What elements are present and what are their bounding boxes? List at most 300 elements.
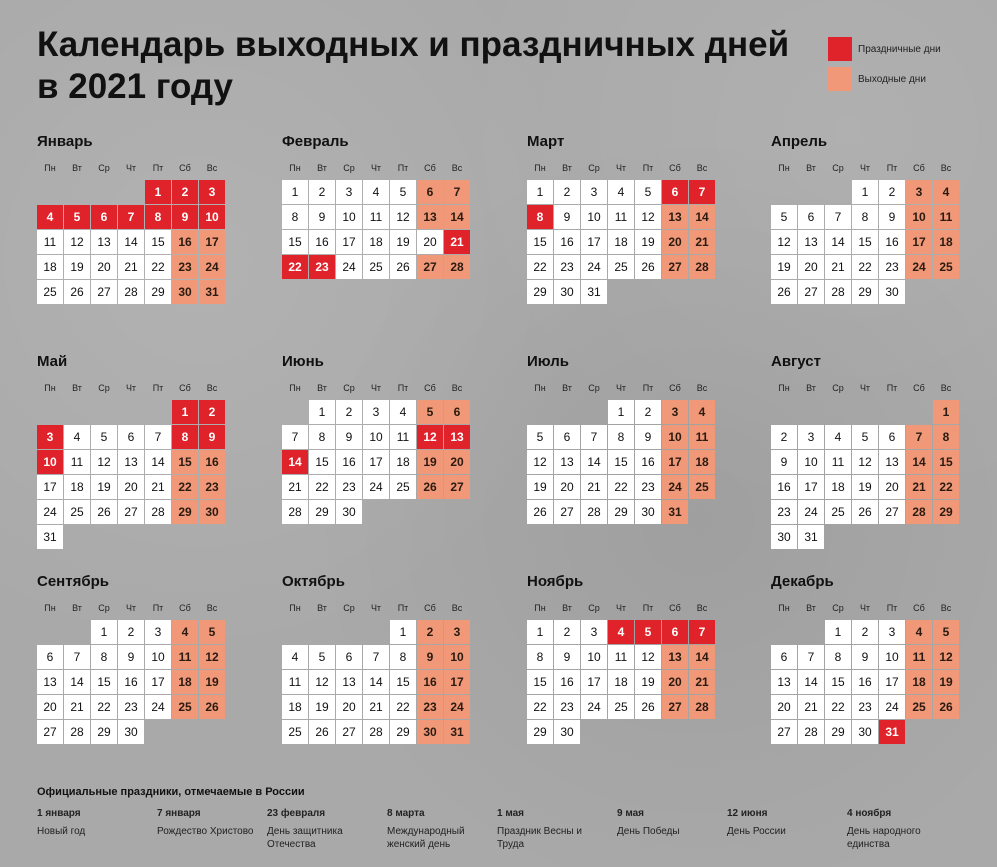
day-empty: [771, 620, 797, 644]
day-empty: [363, 620, 389, 644]
day-cell: 7: [825, 205, 851, 229]
day-cell-weekend: 15: [933, 450, 959, 474]
day-cell: 9: [852, 645, 878, 669]
legend: [828, 37, 941, 97]
day-empty: [798, 400, 824, 424]
day-cell-weekend: 16: [199, 450, 225, 474]
weekday-label: Сб: [913, 383, 925, 393]
day-cell-weekend: 21: [906, 475, 932, 499]
weekday-label: Пн: [44, 603, 56, 613]
day-cell: 27: [771, 720, 797, 744]
weekday-label: Сб: [424, 603, 436, 613]
day-cell: 29: [390, 720, 416, 744]
day-cell-weekend: 13: [662, 205, 688, 229]
weekday-label: Чт: [370, 383, 382, 393]
day-cell-weekend: 12: [199, 645, 225, 669]
weekday-label: Ср: [343, 603, 355, 613]
weekday-label: Ср: [832, 163, 844, 173]
day-cell: 14: [64, 670, 90, 694]
holiday-date: 1 января: [37, 808, 81, 819]
day-cell-weekend: 11: [172, 645, 198, 669]
day-cell: 7: [798, 645, 824, 669]
weekday-label: Чт: [615, 163, 627, 173]
legend-weekend-label: Выходные дни: [858, 73, 926, 85]
day-cell: 19: [309, 695, 335, 719]
day-cell: 29: [608, 500, 634, 524]
day-cell-weekend: 18: [689, 450, 715, 474]
day-cell: 25: [825, 500, 851, 524]
day-cell: 19: [64, 255, 90, 279]
day-cell-weekend: 14: [689, 645, 715, 669]
month-name: Сентябрь: [37, 573, 109, 590]
day-cell: 20: [118, 475, 144, 499]
holiday-name: Новый год: [37, 826, 86, 837]
day-cell: 1: [527, 620, 553, 644]
day-empty: [91, 180, 117, 204]
day-cell-holiday: 3: [37, 425, 63, 449]
weekday-label: Пт: [152, 603, 164, 613]
weekday-label: Пт: [642, 383, 654, 393]
day-cell-holiday: 8: [145, 205, 171, 229]
day-cell: 16: [554, 230, 580, 254]
day-cell: 28: [825, 280, 851, 304]
day-cell: 17: [336, 230, 362, 254]
day-cell: 12: [635, 205, 661, 229]
day-cell: 8: [852, 205, 878, 229]
day-cell: 27: [798, 280, 824, 304]
day-cell: 26: [309, 720, 335, 744]
month-3: [527, 132, 715, 304]
day-cell: 19: [91, 475, 117, 499]
day-cell-weekend: 26: [199, 695, 225, 719]
day-cell-weekend: 3: [906, 180, 932, 204]
day-cell: 17: [145, 670, 171, 694]
day-cell: 12: [527, 450, 553, 474]
day-cell-weekend: 27: [444, 475, 470, 499]
weekday-label: Сб: [669, 603, 681, 613]
holiday-name: День защитника Отечества: [267, 826, 343, 850]
day-cell-weekend: 14: [444, 205, 470, 229]
day-cell-weekend: 25: [933, 255, 959, 279]
day-cell-weekend: 24: [199, 255, 225, 279]
day-cell: 1: [390, 620, 416, 644]
day-cell: 5: [527, 425, 553, 449]
day-empty: [771, 400, 797, 424]
day-cell-holiday: 21: [444, 230, 470, 254]
day-cell-weekend: 18: [906, 670, 932, 694]
weekday-header: [282, 600, 470, 616]
day-cell-weekend: 14: [906, 450, 932, 474]
weekday-label: Сб: [424, 163, 436, 173]
weekday-label: Вс: [940, 163, 952, 173]
day-cell: 16: [118, 670, 144, 694]
weekday-header: [527, 380, 715, 396]
day-cell-weekend: 10: [444, 645, 470, 669]
day-cell: 21: [282, 475, 308, 499]
weekday-label: Вс: [940, 603, 952, 613]
day-cell: 21: [363, 695, 389, 719]
day-cell: 15: [390, 670, 416, 694]
weekday-label: Пт: [886, 383, 898, 393]
day-cell-holiday: 13: [444, 425, 470, 449]
month-8: [771, 352, 959, 549]
weekday-label: Вт: [317, 603, 327, 613]
day-cell-weekend: 17: [662, 450, 688, 474]
day-cell: 27: [37, 720, 63, 744]
day-cell: 5: [771, 205, 797, 229]
day-cell: 14: [145, 450, 171, 474]
day-cell-weekend: 30: [199, 500, 225, 524]
weekday-label: Вт: [72, 383, 82, 393]
day-cell: 17: [581, 670, 607, 694]
weekday-label: Чт: [370, 163, 382, 173]
day-cell-weekend: 20: [444, 450, 470, 474]
day-cell: 16: [879, 230, 905, 254]
day-cell: 31: [798, 525, 824, 549]
day-cell: 19: [635, 230, 661, 254]
day-cell: 2: [554, 620, 580, 644]
day-cell: 16: [771, 475, 797, 499]
legend-weekend: [828, 67, 941, 91]
day-cell: 13: [91, 230, 117, 254]
day-cell: 4: [608, 180, 634, 204]
day-cell-weekend: 31: [662, 500, 688, 524]
weekday-label: Пт: [397, 603, 409, 613]
day-empty: [64, 180, 90, 204]
days-grid: [527, 620, 715, 744]
day-empty: [282, 620, 308, 644]
day-cell: 2: [336, 400, 362, 424]
day-cell: 4: [390, 400, 416, 424]
day-cell-weekend: 25: [906, 695, 932, 719]
day-cell: 19: [852, 475, 878, 499]
day-cell: 26: [390, 255, 416, 279]
weekday-label: Вт: [562, 383, 572, 393]
day-cell: 3: [798, 425, 824, 449]
day-cell: 10: [581, 645, 607, 669]
day-cell-weekend: 21: [689, 230, 715, 254]
day-cell: 6: [771, 645, 797, 669]
day-cell: 18: [282, 695, 308, 719]
day-cell: 5: [91, 425, 117, 449]
day-cell: 17: [37, 475, 63, 499]
day-cell: 9: [336, 425, 362, 449]
day-cell: 1: [282, 180, 308, 204]
day-cell: 9: [118, 645, 144, 669]
days-grid: [282, 400, 470, 524]
day-cell-holiday: 2: [199, 400, 225, 424]
day-cell: 4: [363, 180, 389, 204]
weekday-label: Ср: [588, 603, 600, 613]
day-cell: 25: [390, 475, 416, 499]
day-cell: 25: [363, 255, 389, 279]
day-cell: 31: [37, 525, 63, 549]
days-grid: [37, 180, 225, 304]
day-cell: 8: [309, 425, 335, 449]
day-cell-holiday: 14: [282, 450, 308, 474]
day-cell: 1: [825, 620, 851, 644]
day-cell-weekend: 5: [417, 400, 443, 424]
weekday-header: [282, 380, 470, 396]
weekday-label: Вс: [206, 383, 218, 393]
day-cell: 2: [309, 180, 335, 204]
day-cell: 23: [635, 475, 661, 499]
day-cell: 7: [282, 425, 308, 449]
weekday-label: Пн: [44, 383, 56, 393]
day-cell: 11: [390, 425, 416, 449]
day-cell: 8: [282, 205, 308, 229]
weekday-label: Ср: [98, 163, 110, 173]
day-cell-weekend: 18: [172, 670, 198, 694]
day-cell-weekend: 13: [417, 205, 443, 229]
month-9: [37, 572, 225, 744]
weekday-label: Пн: [289, 163, 301, 173]
day-cell: 26: [852, 500, 878, 524]
day-cell: 20: [771, 695, 797, 719]
day-cell: 2: [771, 425, 797, 449]
day-cell: 18: [390, 450, 416, 474]
day-cell-weekend: 28: [689, 255, 715, 279]
weekday-label: Чт: [615, 383, 627, 393]
day-cell: 16: [336, 450, 362, 474]
day-cell-weekend: 20: [662, 230, 688, 254]
day-cell: 30: [852, 720, 878, 744]
days-grid: [527, 180, 715, 304]
day-cell: 19: [771, 255, 797, 279]
weekday-label: Сб: [179, 383, 191, 393]
weekday-header: [37, 380, 225, 396]
day-cell: 23: [554, 695, 580, 719]
day-empty: [118, 400, 144, 424]
day-cell-holiday: 4: [608, 620, 634, 644]
day-cell-weekend: 26: [417, 475, 443, 499]
month-name: Октябрь: [282, 573, 345, 590]
day-cell: 8: [825, 645, 851, 669]
day-cell: 3: [581, 180, 607, 204]
holiday-date: 8 марта: [387, 808, 425, 819]
day-cell: 14: [581, 450, 607, 474]
day-cell: 30: [635, 500, 661, 524]
day-cell-weekend: 27: [662, 695, 688, 719]
holiday-name: День народного единства: [847, 826, 921, 850]
day-cell: 27: [336, 720, 362, 744]
day-cell-weekend: 24: [444, 695, 470, 719]
day-cell: 11: [608, 205, 634, 229]
day-cell: 23: [852, 695, 878, 719]
day-cell: 7: [363, 645, 389, 669]
day-cell: 28: [363, 720, 389, 744]
month-11: [527, 572, 715, 744]
day-cell: 3: [363, 400, 389, 424]
day-cell: 19: [635, 670, 661, 694]
day-cell: 22: [825, 695, 851, 719]
holiday-item: [847, 808, 957, 851]
day-cell: 24: [581, 695, 607, 719]
weekday-label: Ср: [832, 603, 844, 613]
day-cell-weekend: 11: [906, 645, 932, 669]
day-cell: 11: [64, 450, 90, 474]
day-cell: 2: [635, 400, 661, 424]
holiday-item: [387, 808, 497, 851]
day-cell-weekend: 23: [417, 695, 443, 719]
day-cell: 27: [554, 500, 580, 524]
legend-weekend-swatch: [828, 67, 852, 91]
days-grid: [771, 180, 959, 304]
day-cell: 18: [608, 230, 634, 254]
day-empty: [527, 400, 553, 424]
day-cell: 18: [37, 255, 63, 279]
day-cell: 8: [608, 425, 634, 449]
day-cell: 20: [554, 475, 580, 499]
day-cell: 24: [798, 500, 824, 524]
day-cell: 30: [879, 280, 905, 304]
days-grid: [771, 620, 959, 744]
day-cell: 12: [771, 230, 797, 254]
day-cell: 22: [145, 255, 171, 279]
day-cell: 12: [390, 205, 416, 229]
day-cell-weekend: 28: [906, 500, 932, 524]
day-cell-holiday: 31: [879, 720, 905, 744]
day-cell: 16: [635, 450, 661, 474]
month-name: Январь: [37, 133, 93, 150]
day-cell: 1: [309, 400, 335, 424]
day-cell-weekend: 21: [689, 670, 715, 694]
day-cell-weekend: 19: [417, 450, 443, 474]
day-cell-weekend: 31: [444, 720, 470, 744]
holiday-date: 1 мая: [497, 808, 525, 819]
day-cell-weekend: 22: [172, 475, 198, 499]
month-6: [282, 352, 470, 524]
day-cell-weekend: 11: [689, 425, 715, 449]
weekday-header: [771, 160, 959, 176]
day-cell-weekend: 10: [906, 205, 932, 229]
day-cell: 15: [91, 670, 117, 694]
holiday-item: [37, 808, 147, 838]
weekday-label: Сб: [669, 383, 681, 393]
weekday-label: Пт: [152, 383, 164, 393]
day-cell-holiday: 7: [689, 180, 715, 204]
day-cell: 27: [118, 500, 144, 524]
days-grid: [771, 400, 959, 549]
day-cell-weekend: 11: [933, 205, 959, 229]
day-cell: 19: [390, 230, 416, 254]
month-5: [37, 352, 225, 549]
day-cell-holiday: 3: [199, 180, 225, 204]
day-cell: 6: [336, 645, 362, 669]
day-cell: 15: [527, 230, 553, 254]
day-cell-holiday: 8: [172, 425, 198, 449]
day-cell: 23: [118, 695, 144, 719]
day-cell: 5: [852, 425, 878, 449]
day-cell: 12: [64, 230, 90, 254]
day-cell: 30: [771, 525, 797, 549]
day-cell: 9: [635, 425, 661, 449]
day-cell-weekend: 26: [933, 695, 959, 719]
day-cell: 29: [527, 720, 553, 744]
day-cell: 24: [879, 695, 905, 719]
day-cell-holiday: 7: [118, 205, 144, 229]
day-cell: 14: [363, 670, 389, 694]
day-cell: 12: [309, 670, 335, 694]
day-cell: 19: [527, 475, 553, 499]
day-cell-weekend: 3: [662, 400, 688, 424]
day-empty: [852, 400, 878, 424]
day-cell-weekend: 27: [417, 255, 443, 279]
day-cell: 10: [798, 450, 824, 474]
day-cell: 6: [37, 645, 63, 669]
day-cell: 22: [390, 695, 416, 719]
day-cell-weekend: 18: [933, 230, 959, 254]
day-cell: 25: [37, 280, 63, 304]
page-title: Календарь выходных и праздничных дней в 2021 году: [37, 25, 790, 106]
day-empty: [37, 400, 63, 424]
day-cell: 29: [309, 500, 335, 524]
day-cell-weekend: 2: [417, 620, 443, 644]
day-cell: 22: [608, 475, 634, 499]
holiday-item: [157, 808, 267, 838]
day-cell: 2: [852, 620, 878, 644]
day-cell: 7: [64, 645, 90, 669]
day-empty: [771, 180, 797, 204]
day-cell-holiday: 23: [309, 255, 335, 279]
day-cell: 5: [309, 645, 335, 669]
day-cell: 1: [91, 620, 117, 644]
day-cell: 9: [309, 205, 335, 229]
day-cell: 20: [417, 230, 443, 254]
day-empty: [798, 180, 824, 204]
weekday-label: Пн: [44, 163, 56, 173]
day-cell-weekend: 1: [933, 400, 959, 424]
weekday-label: Пн: [534, 163, 546, 173]
day-cell: 11: [608, 645, 634, 669]
day-cell: 13: [118, 450, 144, 474]
day-cell-weekend: 9: [417, 645, 443, 669]
day-cell-weekend: 10: [662, 425, 688, 449]
day-cell: 15: [309, 450, 335, 474]
day-empty: [825, 180, 851, 204]
day-cell-holiday: 6: [662, 180, 688, 204]
weekday-label: Чт: [125, 163, 137, 173]
day-cell: 15: [282, 230, 308, 254]
month-name: Декабрь: [771, 573, 834, 590]
day-cell-weekend: 17: [199, 230, 225, 254]
weekday-label: Вт: [72, 603, 82, 613]
weekday-label: Пн: [289, 603, 301, 613]
day-cell-holiday: 10: [199, 205, 225, 229]
holidays-list: [37, 808, 977, 858]
day-empty: [879, 400, 905, 424]
weekday-header: [771, 600, 959, 616]
weekday-label: Сб: [913, 163, 925, 173]
day-cell-weekend: 13: [662, 645, 688, 669]
day-empty: [64, 620, 90, 644]
day-cell: 8: [527, 645, 553, 669]
day-cell: 29: [91, 720, 117, 744]
day-cell-weekend: 29: [172, 500, 198, 524]
day-cell-weekend: 30: [417, 720, 443, 744]
day-cell: 3: [879, 620, 905, 644]
days-grid: [282, 180, 470, 279]
day-cell: 30: [554, 280, 580, 304]
day-cell: 8: [91, 645, 117, 669]
day-cell: 26: [635, 695, 661, 719]
holiday-item: [267, 808, 377, 851]
days-grid: [527, 400, 715, 524]
weekday-label: Пт: [642, 163, 654, 173]
holiday-name: День России: [727, 826, 786, 837]
day-cell-weekend: 25: [689, 475, 715, 499]
day-cell-weekend: 4: [906, 620, 932, 644]
